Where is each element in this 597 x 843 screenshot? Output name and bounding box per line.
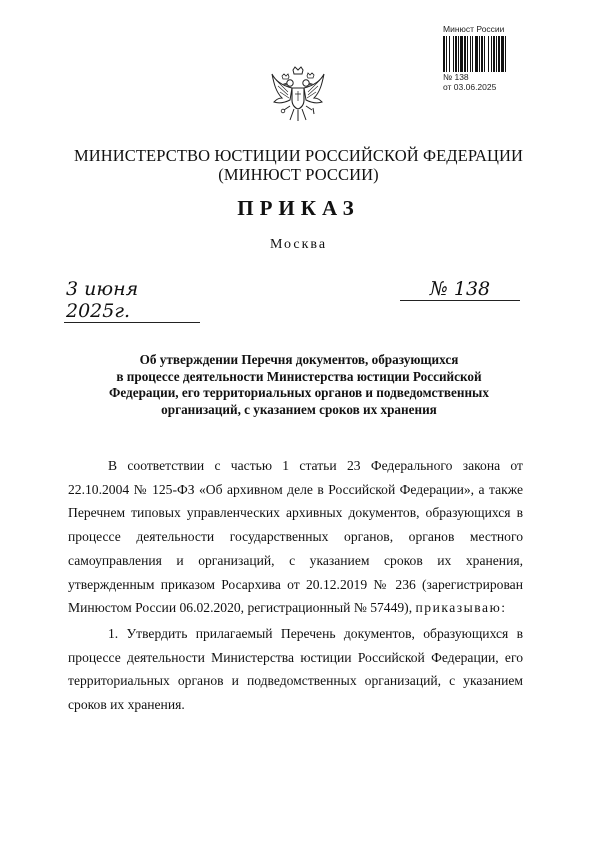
order-body xyxy=(68,454,523,717)
stamp-org: Минюст России xyxy=(443,24,505,34)
barcode-bar xyxy=(506,36,508,72)
subject-line3: Федерации, его территориальных органов и подведомственных xyxy=(109,385,489,400)
city: Москва xyxy=(269,237,328,252)
order-verb: приказываю: xyxy=(415,600,507,616)
subject-line1: Об утверждении Перечня документов, образующихся xyxy=(139,352,459,367)
paragraph-1-text: В соответствии с частью 1 статьи 23 Федерального закона от 22.10.2004 № 125-ФЗ «Об архивном деле в Российской Федерации», а также Перечнем типовых управленческих архивных документов, образующихся в процессе деятельности государственных органов, органов местного самоуправления и организаций, с указанием сроков их хранения, утвержденным приказом Росархива от 20.12.2019 № 236 (зарегистрирован Минюстом России 06.02.2020, регистрационный № 57449), xyxy=(68,458,523,616)
ministry-name-line2: (МИНЮСТ РОССИИ) xyxy=(218,165,379,184)
russian-coat-of-arms-icon xyxy=(268,64,328,124)
handwritten-date: 3 июня 2025г. xyxy=(64,278,200,323)
body-paragraph-2: 1. Утвердить прилагаемый Перечень документов, образующихся в процессе деятельности Министерства юстиции Российской Федерации, его территориальных органов и подведомственных организаций, с указанием сроков их хранения. xyxy=(68,625,523,713)
body-paragraph-1 xyxy=(68,454,523,620)
barcode-icon xyxy=(443,36,561,72)
subject-line4: организаций, с указанием сроков их хранения xyxy=(161,401,437,417)
order-subject xyxy=(90,352,508,418)
ministry-name-line1: МИНИСТЕРСТВО ЮСТИЦИИ РОССИЙСКОЙ ФЕДЕРАЦИИ xyxy=(73,146,524,165)
registration-stamp xyxy=(443,24,563,92)
subject-line2: в процессе деятельности Министерства юстиции Российской xyxy=(116,368,482,384)
handwritten-number: № 138 xyxy=(400,278,520,301)
ministry-name xyxy=(0,146,597,184)
document-type: ПРИКАЗ xyxy=(237,196,360,220)
stamp-number: № 138 xyxy=(443,72,469,82)
stamp-date: от 03.06.2025 xyxy=(443,82,497,92)
